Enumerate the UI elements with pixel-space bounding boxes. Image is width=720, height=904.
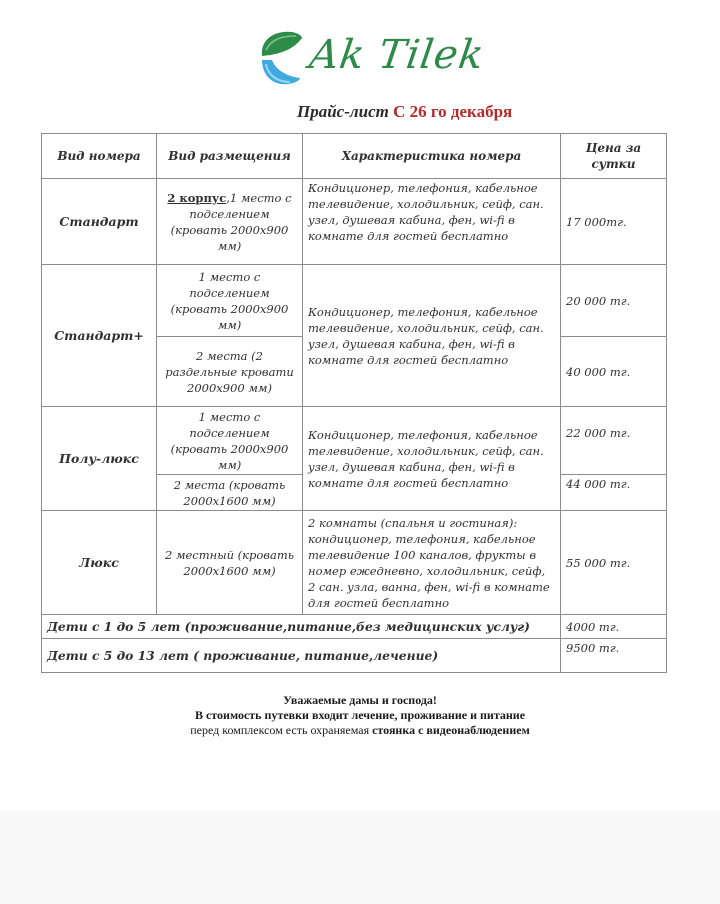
features-cell: Кондиционер, телефония, кабельное телевидение, холодильник, сейф, сан. узел, душевая кабина, фен, wi-fi в комнате для гостей бесплатно <box>303 265 561 407</box>
placement-cell: 1 место с подселением (кровать 2000x900 мм) <box>157 407 303 475</box>
placement-cell: 1 место с подселением (кровать 2000x900 мм) <box>157 265 303 337</box>
table-row <box>42 615 667 639</box>
features-cell: Кондиционер, телефония, кабельное телевидение, холодильник, сейф, сан. узел, душевая кабина, фен, wi-fi в комнате для гостей бесплатно <box>303 407 561 511</box>
title-prefix: Прайс-лист <box>297 102 389 121</box>
children-label: Дети с 1 до 5 лет (проживание,питание,без медицинских услуг) <box>42 615 561 639</box>
table-row <box>42 407 667 475</box>
included-note: В стоимость путевки входит лечение, проживание и питание <box>194 708 526 722</box>
parking-bold: стоянка с видеонаблюдением <box>372 723 530 737</box>
header-room-type: Вид номера <box>42 134 157 179</box>
notes <box>0 693 720 738</box>
room-type-cell: Полу-люкс <box>42 407 157 511</box>
price-cell: 40 000 тг. <box>561 337 667 407</box>
room-type-cell: Стандарт+ <box>42 265 157 407</box>
price-table <box>41 133 667 673</box>
brand-logo <box>256 28 488 90</box>
children-label: Дети с 5 до 13 лет ( проживание, питание,лечение) <box>42 639 561 673</box>
price-cell: 17 000тг. <box>561 179 667 265</box>
price-cell: 22 000 тг. <box>561 407 667 475</box>
leaf-drop-icon <box>256 28 306 88</box>
table-row <box>42 265 667 337</box>
table-row <box>42 639 667 673</box>
table-row <box>42 179 667 265</box>
title-date: С 26 го декабря <box>393 102 513 121</box>
price-cell: 4000 тг. <box>561 615 667 639</box>
features-cell: 2 комнаты (спальня и гостиная): кондиционер, телефония, кабельное телевидение 100 каналов, фрукты в номер ежедневно, холодильник, сейф, 2 сан. узла, ванна, фен, wi-fi в комнате для гостей бесплатно <box>303 511 561 615</box>
table-row <box>42 511 667 615</box>
placement-text: ,1 место с подселением (кровать 2000x900 мм) <box>170 190 292 253</box>
greeting: Уважаемые дамы и господа! <box>283 693 437 707</box>
header-placement: Вид размещения <box>157 134 303 179</box>
placement-cell: 2 места (2 раздельные кровати 2000x900 мм) <box>157 337 303 407</box>
features-cell: Кондиционер, телефония, кабельное телевидение, холодильник, сейф, сан. узел, душевая кабина, фен, wi-fi в комнате для гостей бесплатно <box>303 179 561 265</box>
bottom-panel <box>0 811 720 904</box>
brand-name: Ak Tilek <box>306 32 488 78</box>
table-header-row <box>42 134 667 179</box>
room-type-cell: Стандарт <box>42 179 157 265</box>
price-cell: 55 000 тг. <box>561 511 667 615</box>
room-type-cell: Люкс <box>42 511 157 615</box>
building-label: 2 корпус <box>167 190 227 205</box>
price-cell: 20 000 тг. <box>561 265 667 337</box>
parking-note <box>0 723 720 738</box>
header-features: Характеристика номера <box>303 134 561 179</box>
header-price: Цена за сутки <box>561 134 667 179</box>
price-cell: 44 000 тг. <box>561 475 667 511</box>
price-cell: 9500 тг. <box>561 639 667 673</box>
parking-prefix: перед комплексом есть охраняемая <box>190 723 370 737</box>
placement-cell: 2 места (кровать 2000x1600 мм) <box>157 475 303 511</box>
placement-cell <box>157 179 303 265</box>
price-list-title <box>297 102 512 122</box>
placement-cell: 2 местный (кровать 2000x1600 мм) <box>157 511 303 615</box>
